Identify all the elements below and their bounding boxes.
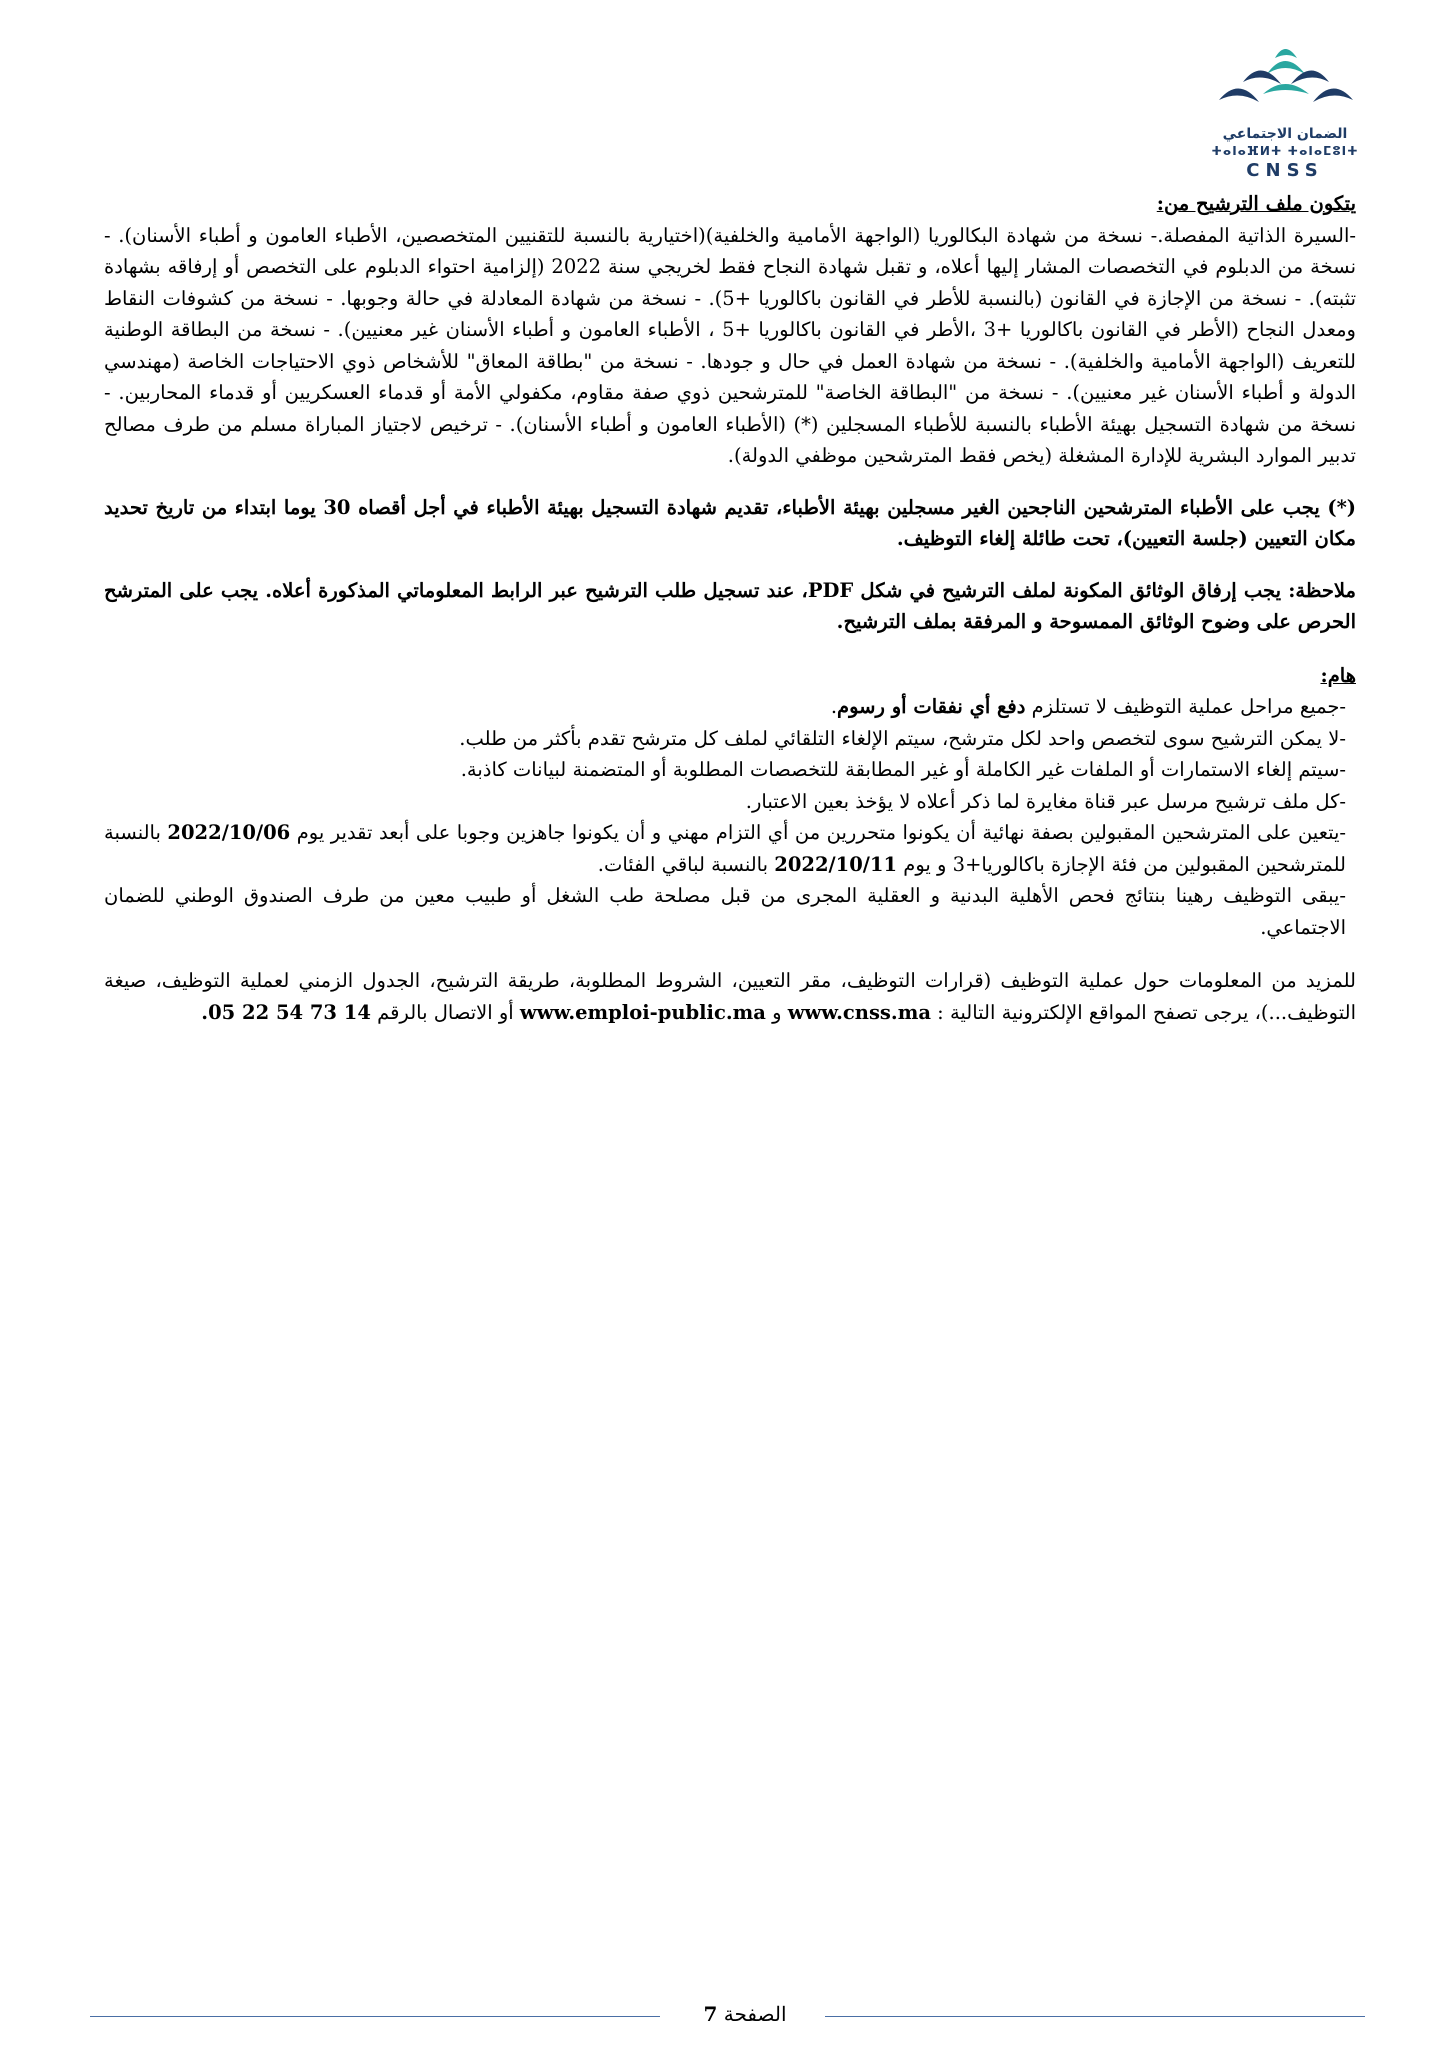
- doctors-registration-note: (*) يجب على الأطباء المترشحين الناجحين الغير مسجلين بهيئة الأطباء، تقديم شهادة التسجيل بهيئة الأطباء في أجل أقصاه 30 يوما ابتداء من تاريخ تحديد مكان التعيين (جلسة التعيين)، تحت طائلة إلغاء التوظيف.: [104, 495, 1356, 550]
- important-item-6: -يبقى التوظيف رهينا بنتائج فحص الأهلية البدنية و العقلية المجرى من قبل مصلحة طب الشغل أو طبيب معين من طرف الصندوق الوطني للضمان الاجتماعي.: [104, 884, 1346, 939]
- cnss-emblem-icon: [1205, 38, 1365, 128]
- important-item-1: -جميع مراحل عملية التوظيف لا تستلزم دفع أي نفقات أو رسوم.: [830, 695, 1346, 718]
- document-body: [104, 188, 1356, 1028]
- footer-divider-left: [90, 2016, 660, 2017]
- logo-arabic-text: الضمان الاجتماعي: [1222, 126, 1348, 142]
- section-heading: يتكون ملف الترشيح من:: [1156, 192, 1356, 215]
- documents-paragraph: -السيرة الذاتية المفصلة.- نسخة من شهادة البكالوريا (الواجهة الأمامية والخلفية)(اختيارية بالنسبة للتقنيين المتخصصين، الأطباء العامون و أطباء الأسنان). - نسخة من الدبلوم في التخصصات المشار إليها أعلاه، و تقبل شهادة النجاح فقط لخريجي سنة 2022 (إلزامية احتواء الدبلوم على التخصص أو إرفاقه بشهادة تثبته). - نسخة من الإجازة في القانون (بالنسبة للأطر في القانون باكالوريا +5). - نسخة من شهادة المعادلة في حالة وجوبها. - نسخة من كشوفات النقاط ومعدل النجاح (الأطر في القانون باكالوريا +3 ،الأطر في القانون باكالوريا +5 ، الأطباء العامون و أطباء الأسنان غير معنيين). - نسخة من البطاقة الوطنية للتعريف (الواجهة الأمامية والخلفية). - نسخة من شهادة العمل في حال و جودها. - نسخة من "بطاقة المعاق" للأشخاص ذوي الاحتياجات الخاصة (مهندسي الدولة و أطباء الأسنان غير معنيين). - نسخة من "البطاقة الخاصة" للمترشحين ذوي صفة مقاوم، مكفولي الأمة أو قدماء العسكريين أو قدماء المحاربين. - نسخة من شهادة التسجيل بهيئة الأطباء بالنسبة للأطباء المسجلين (*) (الأطباء العامون و أطباء الأسنان). - ترخيص لاجتياز المباراة مسلم من طرف مصالح تدبير الموارد البشرية للإدارة المشغلة (يخص فقط المترشحين موظفي الدولة).: [104, 223, 1356, 467]
- important-item-5: -يتعين على المترشحين المقبولين بصفة نهائية أن يكونوا متحررين من أي التزام مهني و أن يكونوا جاهزين وجوبا على أبعد تقدير يوم 2022/10/06 بالنسبة للمترشحين المقبولين من فئة الإجازة باكالوريا+3 و يوم 2022/10/11 بالنسبة لباقي الفئات.: [104, 821, 1346, 876]
- page-number: الصفحة 7: [703, 2002, 787, 2026]
- page-footer: [90, 2002, 1365, 2032]
- important-heading: هام:: [1320, 663, 1356, 687]
- important-item-2: -لا يمكن الترشيح سوى لتخصص واحد لكل مترشح، سيتم الإلغاء التلقائي لملف كل مترشح تقدم بأكثر من طلب.: [459, 726, 1346, 750]
- footer-divider-right: [825, 2016, 1365, 2017]
- phone-number: 05 22 54 73 14: [208, 1000, 371, 1024]
- important-item-3: -سيتم إلغاء الاستمارات أو الملفات غير الكاملة أو غير المطابقة للتخصصات المطلوبة أو المتضمنة لبيانات كاذبة.: [460, 758, 1346, 781]
- important-item-4: -كل ملف ترشيح مرسل عبر قناة مغايرة لما ذكر أعلاه لا يؤخذ بعين الاعتبار.: [745, 789, 1346, 813]
- emploi-public-website-link[interactable]: www.emploi-public.ma: [519, 1000, 766, 1024]
- more-info-paragraph: للمزيد من المعلومات حول عملية التوظيف (قرارات التوظيف، مقر التعيين، الشروط المطلوبة، طريقة الترشيح، الجدول الزمني لعملية التوظيف، صيغة التوظيف...)، يرجى تصفح المواقع الإلكترونية التالية : www.cnss.ma و www.emploi-public.ma أو الاتصال بالرقم 05 22 54 73 14.: [104, 969, 1356, 1024]
- logo-tifinagh-text: ⵜⴰⵏⴰⴼⵍⵜ ⵜⴰⵏⴰⵎⵓⵏⵜ: [1211, 144, 1359, 158]
- cnss-logo: [1205, 38, 1365, 183]
- cnss-website-link[interactable]: www.cnss.ma: [787, 1000, 931, 1024]
- pdf-note: ملاحظة: يجب إرفاق الوثائق المكونة لملف الترشيح في شكل PDF، عند تسجيل طلب الترشيح عبر الرابط المعلوماتي المذكورة أعلاه. يجب على المترشح الحرص على وضوح الوثائق الممسوحة و المرفقة بملف الترشيح.: [104, 578, 1356, 633]
- logo-latin-text: CNSS: [1246, 160, 1324, 181]
